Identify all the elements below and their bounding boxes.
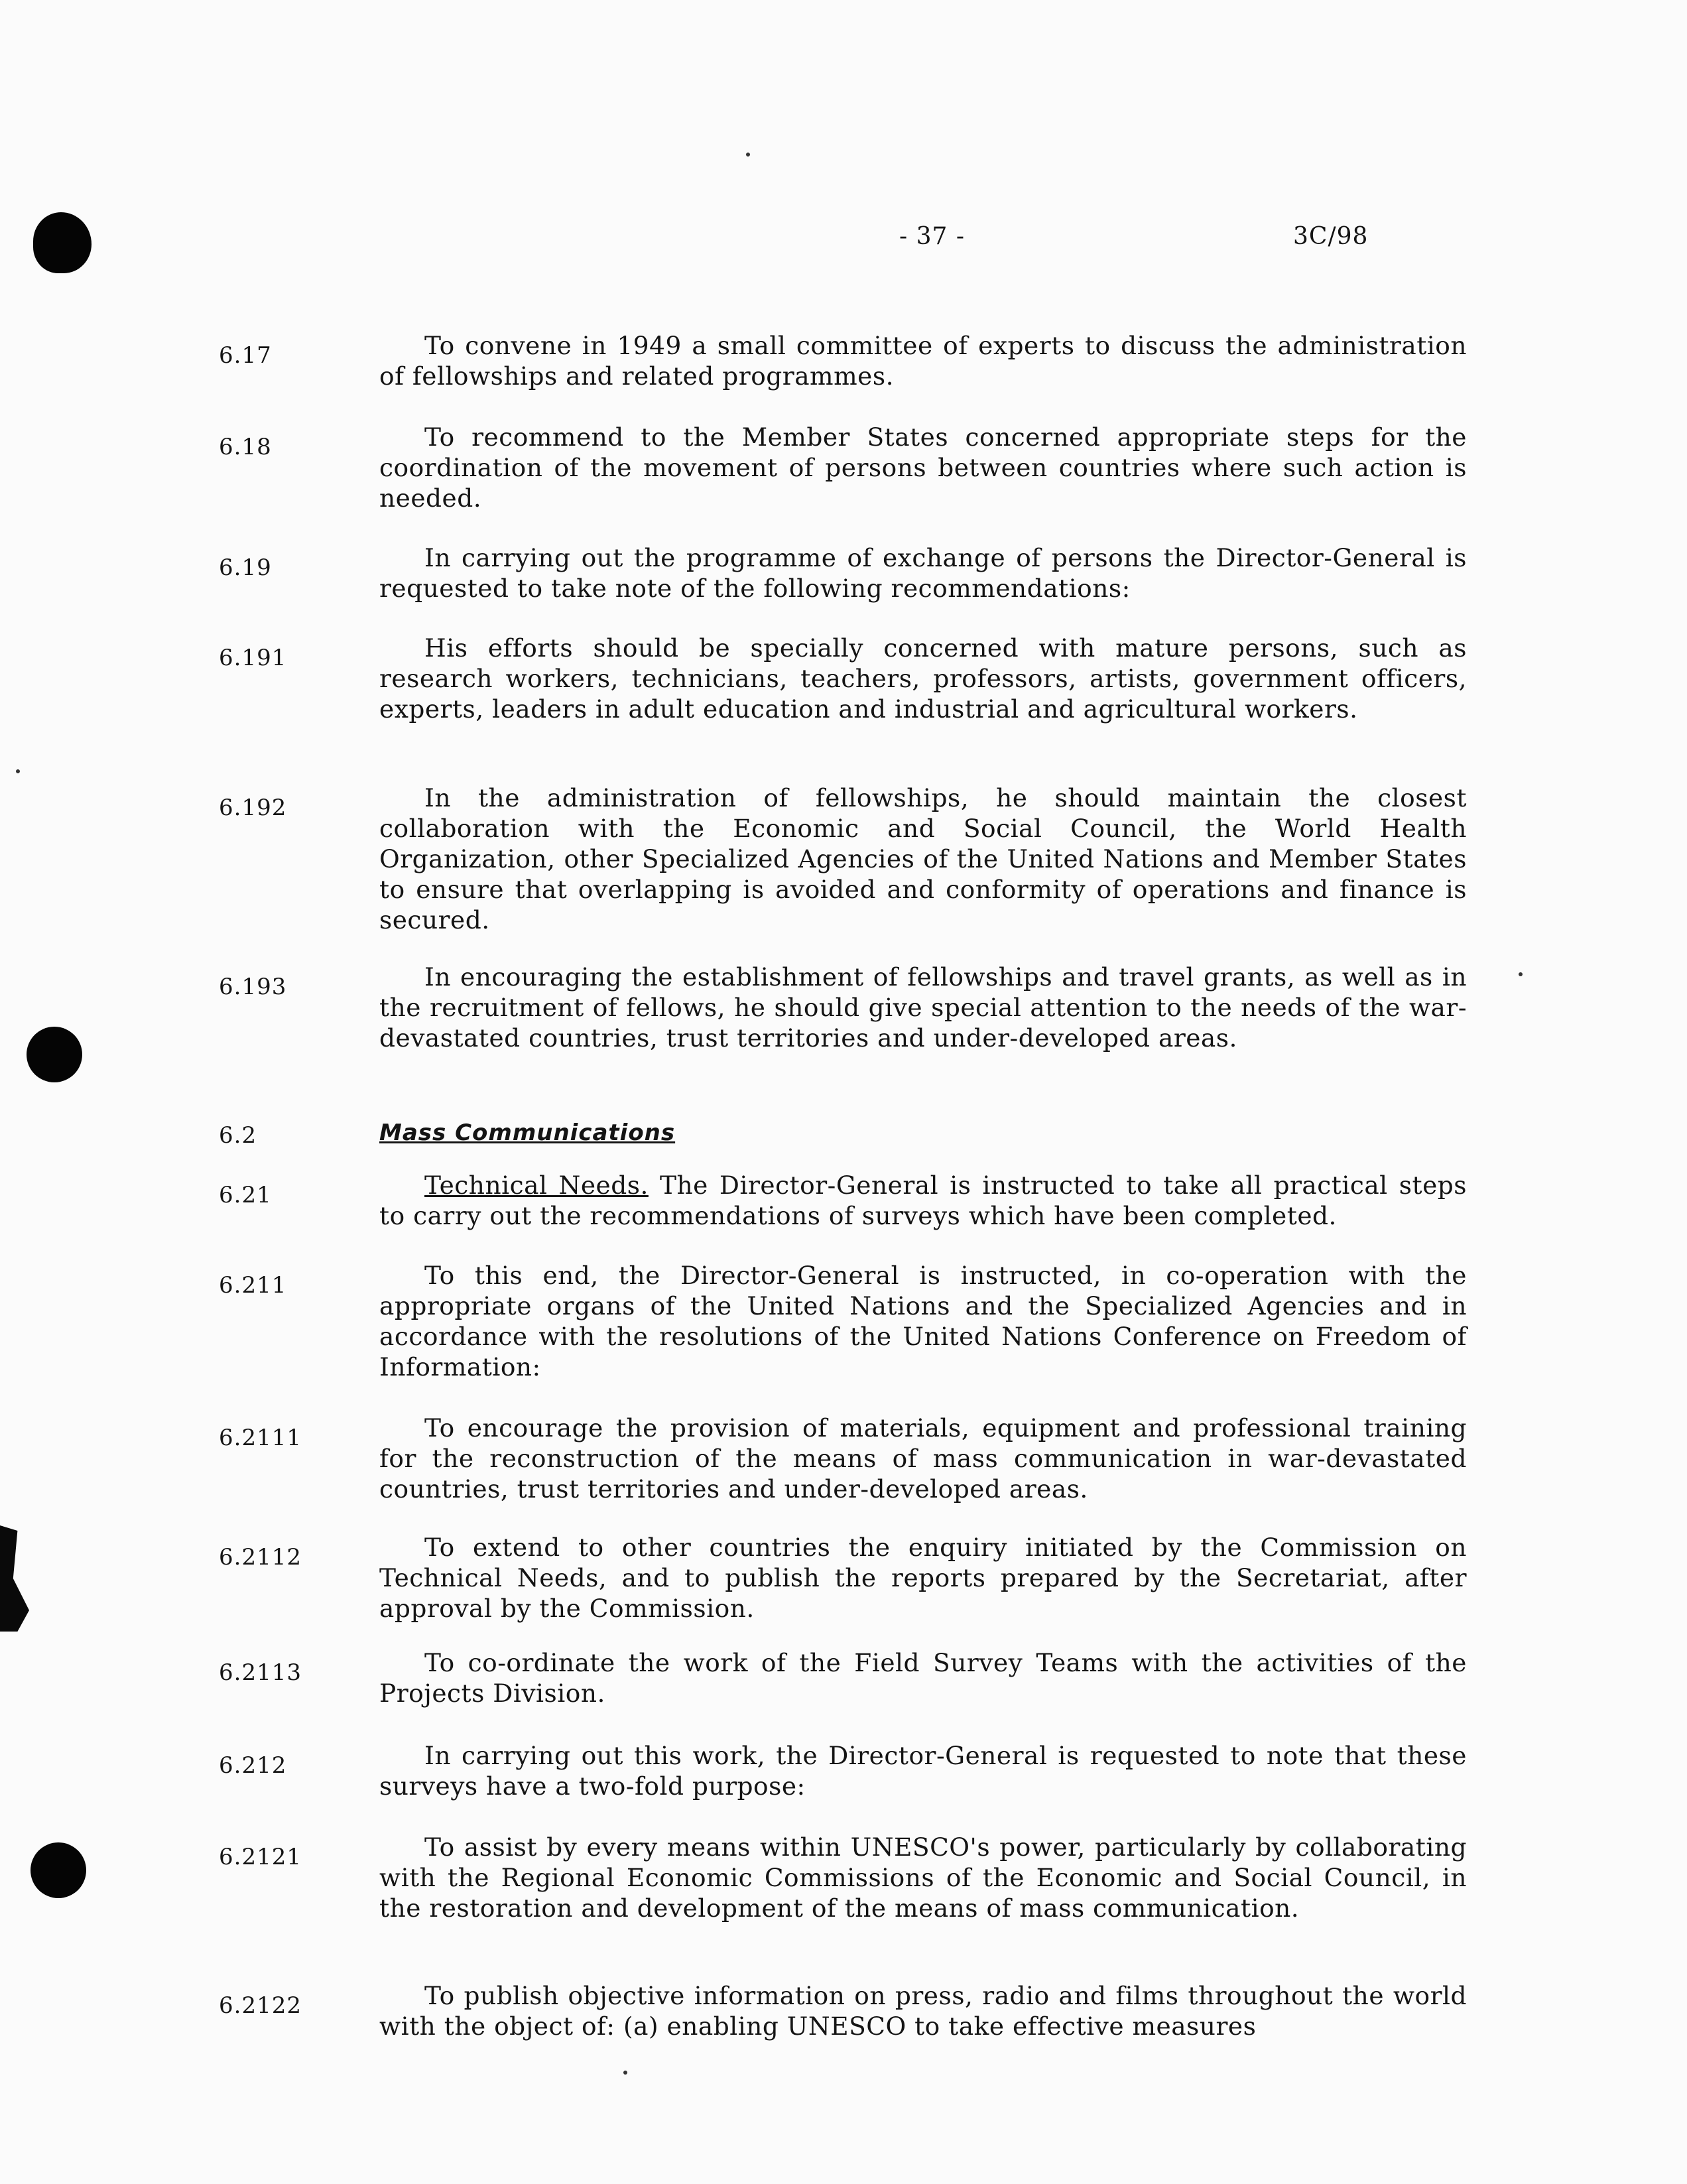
paragraph-number: 6.18 [219,434,272,460]
paragraph-number: 6.2112 [219,1544,302,1571]
paragraph-text: To publish objective information on press, radio and films throughout the world with the object of: (a) enabling UNESCO to take effective measures [379,1981,1467,2041]
paragraph-number: 6.2113 [219,1659,302,1686]
paragraph-number: 6.192 [219,795,287,821]
page-number: - 37 - [899,223,966,250]
paragraph-number: 6.191 [219,645,287,671]
paragraph-number: 6.2121 [219,1844,302,1870]
paragraph-text: To encourage the provision of materials, equipment and professional training for the reconstruction of the means of mass communication in war-devastated countries, trust territories and under-developed areas. [379,1413,1467,1504]
paragraph-text [379,1170,1467,1231]
section-heading: Mass Communications [379,1120,676,1146]
paragraph-text: To convene in 1949 a small committee of experts to discuss the administration of fellowships and related programmes. [379,331,1467,391]
section-number: 6.2 [219,1122,257,1149]
paragraph-text: To recommend to the Member States concerned appropriate steps for the coordination of the movement of persons between countries where such action is needed. [379,422,1467,513]
scan-speck [623,2071,627,2075]
paragraph-text: His efforts should be specially concerned with mature persons, such as research workers, technicians, teachers, professors, artists, government officers, experts, leaders in adult education and industrial and agricultural workers. [379,633,1467,724]
paragraph-number: 6.211 [219,1272,287,1299]
paragraph-text: To co-ordinate the work of the Field Survey Teams with the activities of the Projects Division. [379,1648,1467,1708]
punch-hole-middle [27,1027,82,1082]
punch-hole-bottom [31,1842,86,1898]
paragraph-number: 6.19 [219,554,272,581]
binder-clip-shadow [0,1525,29,1632]
paragraph-number: 6.17 [219,342,272,369]
document-reference: 3C/98 [1293,223,1369,250]
scan-speck [16,769,20,773]
paragraph-text: To assist by every means within UNESCO's power, particularly by collaborating with the Regional Economic Commissions of the Economic and Social Council, in the restoration and development of the means of mass communication. [379,1832,1467,1923]
scan-speck [1519,972,1523,976]
scan-speck [746,153,750,157]
page-header [0,219,1687,259]
paragraph-text: To this end, the Director-General is instructed, in co-operation with the appropriate organs of the United Nations and the Specialized Agencies and in accordance with the resolutions of the United Nations Conference on Freedom of Information: [379,1261,1467,1381]
paragraph-number: 6.2122 [219,1992,302,2019]
paragraph-number: 6.2111 [219,1425,302,1451]
paragraph-number: 6.193 [219,974,287,1000]
paragraph-body: The Director-General is instructed to take all practical steps to carry out the recommendations of surveys which have been completed. [379,1171,1468,1230]
paragraph-text: In carrying out this work, the Director-General is requested to note that these surveys have a two-fold purpose: [379,1741,1467,1801]
subheading-technical-needs: Technical Needs. [424,1171,649,1200]
paragraph-number: 6.212 [219,1752,287,1779]
paragraph-text: In carrying out the programme of exchange of persons the Director-General is requested to take note of the following recommendations: [379,543,1467,603]
paragraph-text: To extend to other countries the enquiry initiated by the Commission on Technical Needs, and to publish the reports prepared by the Secretariat, after approval by the Commission. [379,1533,1467,1623]
paragraph-number: 6.21 [219,1182,272,1208]
paragraph-text: In the administration of fellowships, he should maintain the closest collaboration with the Economic and Social Council, the World Health Organization, other Specialized Agencies of the United Nations and Member States to ensure that overlapping is avoided and conformity of operations and finance is secured. [379,783,1467,934]
paragraph-text: In encouraging the establishment of fellowships and travel grants, as well as in the recruitment of fellows, he should give special attention to the needs of the war-devastated countries, trust territories and under-developed areas. [379,962,1467,1053]
